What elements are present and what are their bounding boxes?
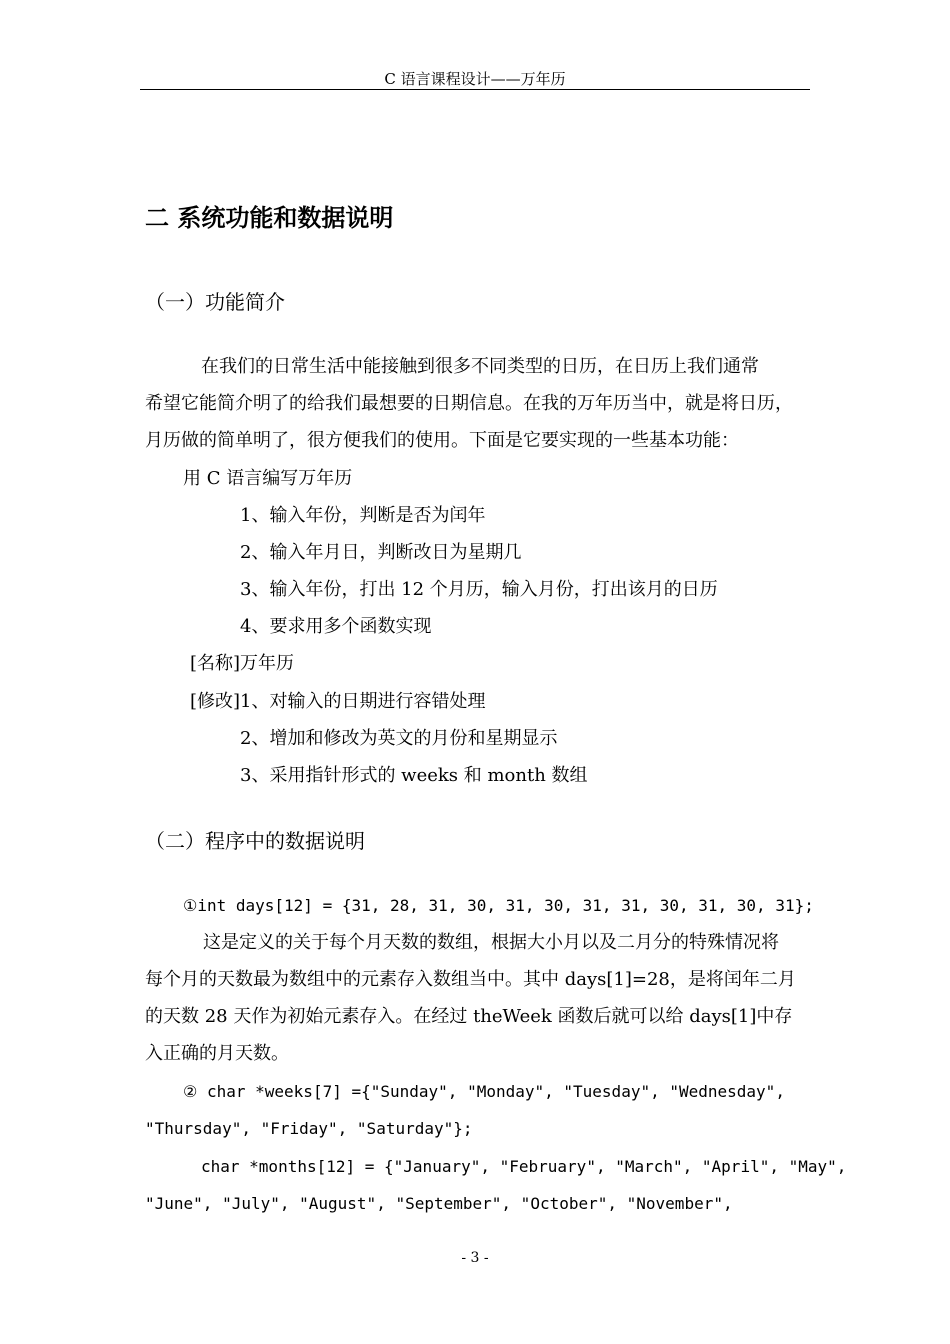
feature-item: 2、输入年月日，判断改日为星期几	[240, 542, 522, 563]
feature-item: 3、输入年份，打出 12 个月历，输入月份，打出该月的日历	[240, 579, 718, 600]
subsection-title-1: （一）功能简介	[145, 290, 285, 314]
days-desc-line: 的天数 28 天作为初始元素存入。在经过 theWeek 函数后就可以给 days[1]中存	[145, 1006, 793, 1027]
modify-item: 2、增加和修改为英文的月份和星期显示	[240, 728, 558, 749]
months-array-code-cont: "June", "July", "August", "September", "October", "November",	[145, 1194, 733, 1213]
feature-item: 1、输入年份，判断是否为闰年	[240, 505, 486, 526]
modify-item: 3、采用指针形式的 weeks 和 month 数组	[240, 765, 588, 786]
header-rule	[140, 89, 810, 90]
weeks-array-code-cont: "Thursday", "Friday", "Saturday"};	[145, 1119, 473, 1138]
intro-line: 月历做的简单明了，很方便我们的使用。下面是它要实现的一些基本功能：	[145, 430, 739, 451]
days-desc-line: 每个月的天数最为数组中的元素存入数组当中。其中 days[1]=28，是将闰年二月	[145, 969, 796, 990]
months-array-code: char *months[12] = {"January", "February", "March", "April", "May",	[201, 1157, 847, 1176]
page-number: - 3 -	[461, 1250, 489, 1266]
intro-paragraph	[145, 348, 810, 459]
weeks-array-code: ② char *weeks[7] ={"Sunday", "Monday", "Tuesday", "Wednesday",	[183, 1082, 785, 1101]
days-desc-line: 入正确的月天数。	[145, 1043, 289, 1064]
name-line: [名称]万年历	[190, 653, 295, 674]
intro-line: 希望它能简介明了的给我们最想要的日期信息。在我的万年历当中，就是将日历，	[145, 393, 793, 414]
intro-line: 在我们的日常生活中能接触到很多不同类型的日历，在日历上我们通常	[201, 356, 759, 377]
modify-line: [修改]1、对输入的日期进行容错处理	[190, 691, 486, 712]
days-desc-line: 这是定义的关于每个月天数的数组，根据大小月以及二月分的特殊情况将	[203, 932, 779, 953]
feature-item: 4、要求用多个函数实现	[240, 616, 432, 637]
page-header: C 语言课程设计——万年历	[384, 70, 566, 88]
section-title: 二 系统功能和数据说明	[145, 204, 394, 232]
days-description	[145, 924, 810, 1072]
subsection-title-2: （二）程序中的数据说明	[145, 829, 365, 853]
days-array-code: ①int days[12] = {31, 28, 31, 30, 31, 30, 31, 31, 30, 31, 30, 31};	[183, 896, 814, 915]
use-line: 用 C 语言编写万年历	[183, 468, 353, 489]
